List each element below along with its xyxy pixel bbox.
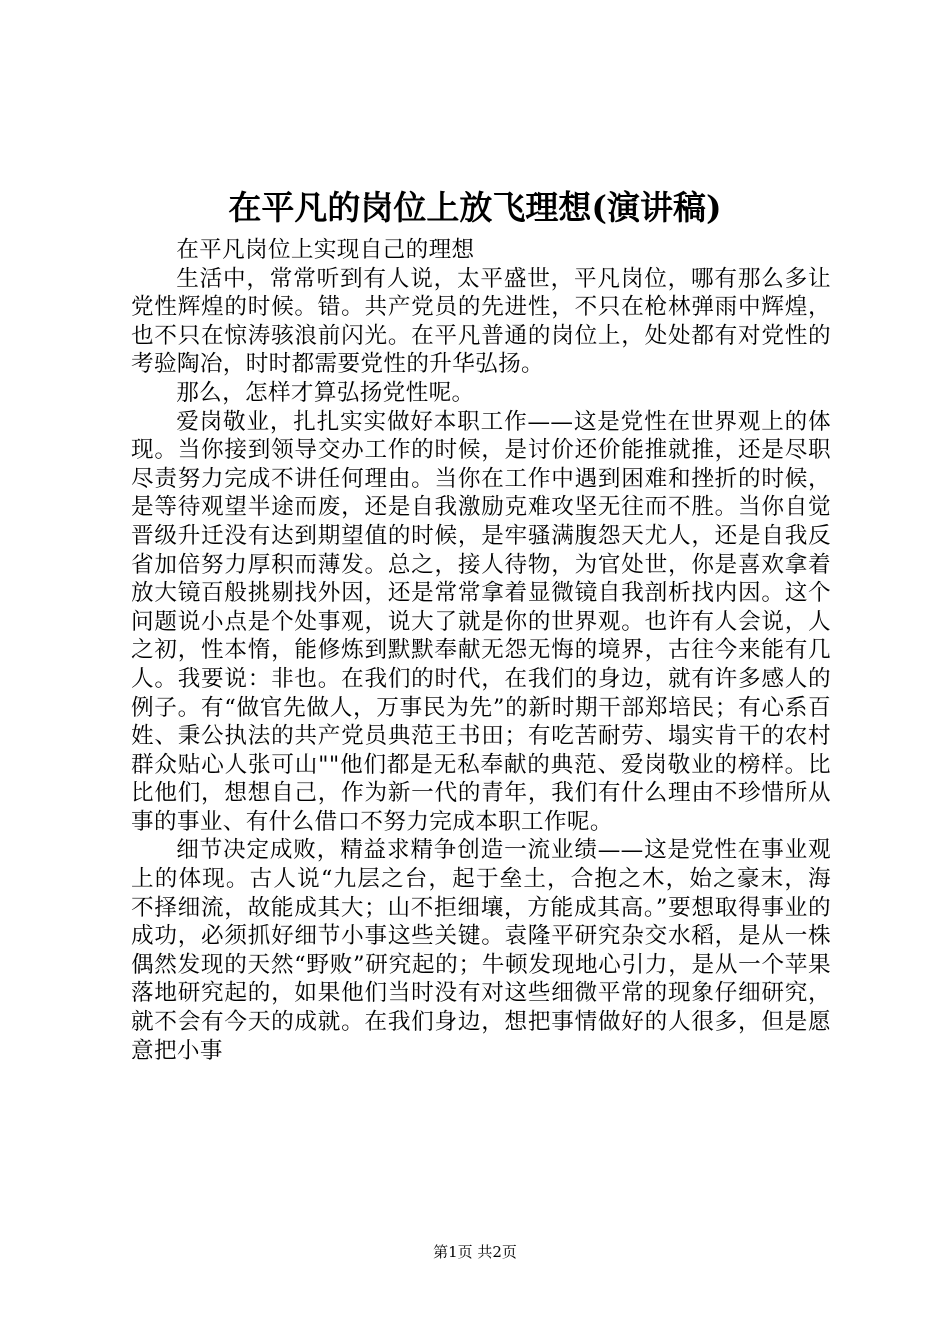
- body-paragraph: 那么，怎样才算弘扬党性呢。: [176, 379, 475, 406]
- body-paragraph: 细节决定成败，精益求精争创造一流业绩——这是党性在事业观上的体现。古人说“九层之台，起于垒土，合抱之木，始之豪末，海不择细流，故能成其大；山不拒细壤，方能成其高。”要想取得事业的成功，必须抓好细节小事这些关键。袁隆平研究杂交水稻，是从一株偶然发现的天然“野败”研究起的；牛顿发现地心引力，是从一个苹果落地研究起的，如果他们当时没有对这些细微平常的现象仔细研究，就不会有今天的成就。在我们身边，想把事情做好的人很多，但是愿意把小事: [131, 837, 831, 1064]
- subtitle-paragraph: 在平凡岗位上实现自己的理想: [176, 237, 475, 263]
- document-title: 在平凡的岗位上放飞理想(演讲稿): [228, 188, 722, 227]
- body-paragraph: 爱岗敬业，扎扎实实做好本职工作——这是党性在世界观上的体现。当你接到领导交办工作的时候，是讨价还价能推就推，还是尽职尽责努力完成不讲任何理由。当你在工作中遇到困难和挫折的时候，是等待观望半途而废，还是自我激励克难攻坚无往而不胜。当你自觉晋级升迁没有达到期望值的时候，是牢骚满腹怨天尤人，还是自我反省加倍努力厚积而薄发。总之，接人待物，为官处世，你是喜欢拿着放大镜百般挑剔找外因，还是常常拿着显微镜自我剖析找内因。这个问题说小点是个处事观，说大了就是你的世界观。也许有人会说，人之初，性本惰，能修炼到默默奉献无怨无悔的境界，古往今来能有几人。我要说：非也。在我们的时代，在我们的身边，就有许多感人的例子。有“做官先做人，万事民为先”的新时期干部郑培民；有心系百姓、秉公执法的共产党员典范王书田；有吃苦耐劳、塌实肯干的农村群众贴心人张可山""他们都是无私奉献的典范、爱岗敬业的榜样。比比他们，想想自己，作为新一代的青年，我们有什么理由不珍惜所从事的事业、有什么借口不努力完成本职工作呢。: [131, 408, 831, 835]
- page-footer: 第1页 共2页: [433, 1243, 517, 1261]
- body-paragraph: 生活中，常常听到有人说，太平盛世，平凡岗位，哪有那么多让党性辉煌的时候。错。共产党员的先进性，不只在枪林弹雨中辉煌，也不只在惊涛骇浪前闪光。在平凡普通的岗位上，处处都有对党性的考验陶冶，时时都需要党性的升华弘扬。: [131, 265, 831, 378]
- document-body: [131, 236, 831, 1065]
